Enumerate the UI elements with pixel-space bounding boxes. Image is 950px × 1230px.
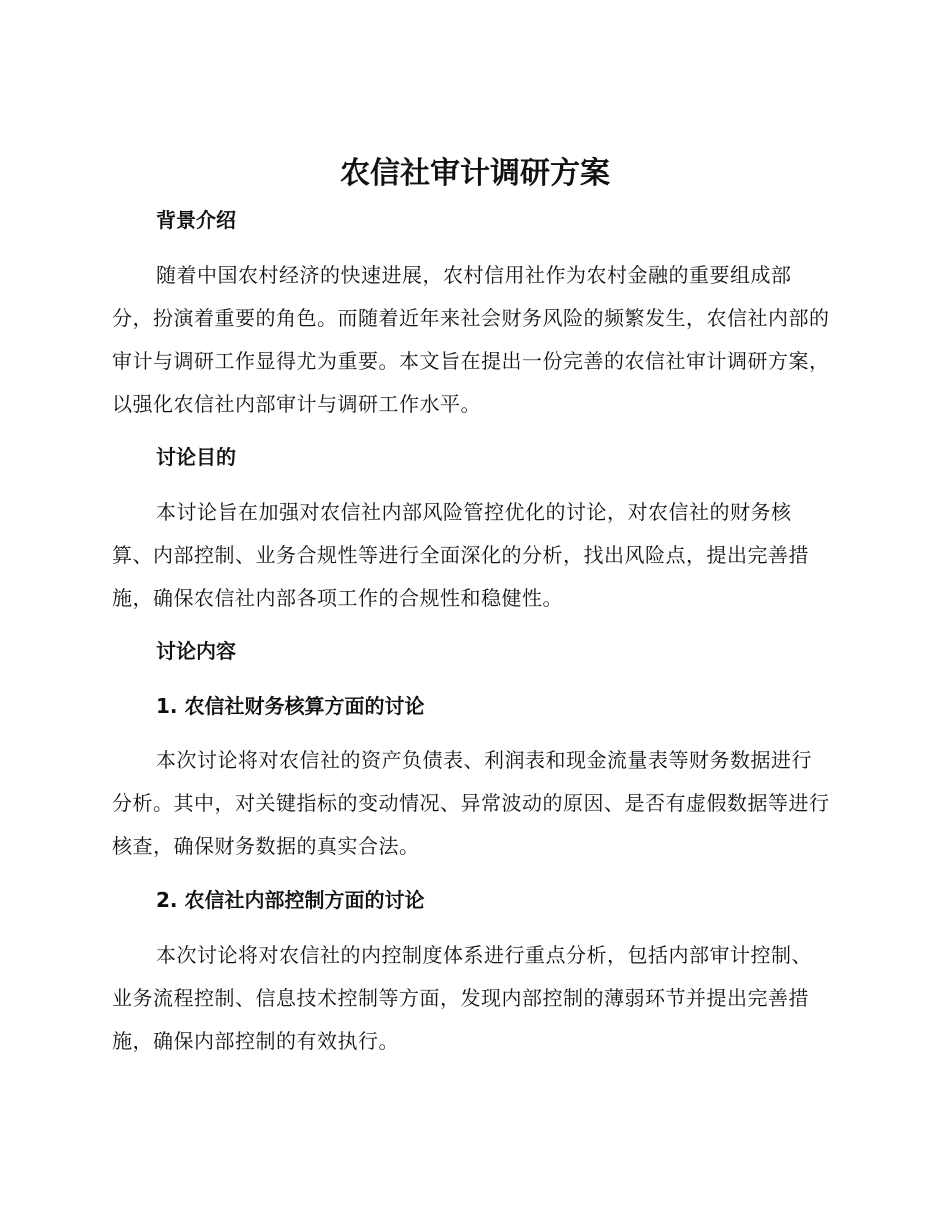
section-paragraph-background: 随着中国农村经济的快速进展，农村信用社作为农村金融的重要组成部分，扮演着重要的角色。而随着近年来社会财务风险的频繁发生，农信社内部的审计与调研工作显得尤为重要。本文旨在提出一份完善的农信社审计调研方案，以强化农信社内部审计与调研工作水平。 xyxy=(112,263,830,416)
subsection-heading-internal-control: 2. 农信社内部控制方面的讨论 xyxy=(156,888,425,912)
section-heading-content: 讨论内容 xyxy=(156,639,236,663)
section-heading-purpose: 讨论目的 xyxy=(156,445,236,469)
subsection-paragraph-financial: 本次讨论将对农信社的资产负债表、利润表和现金流量表等财务数据进行分析。其中，对关键指标的变动情况、异常波动的原因、是否有虚假数据等进行核查，确保财务数据的真实合法。 xyxy=(112,748,830,858)
section-heading-background: 背景介绍 xyxy=(156,208,236,232)
subsection-paragraph-internal-control: 本次讨论将对农信社的内控制度体系进行重点分析，包括内部审计控制、业务流程控制、信息技术控制等方面，发现内部控制的薄弱环节并提出完善措施，确保内部控制的有效执行。 xyxy=(112,943,812,1053)
section-paragraph-purpose: 本讨论旨在加强对农信社内部风险管控优化的讨论，对农信社的财务核算、内部控制、业务合规性等进行全面深化的分析，找出风险点，提出完善措施，确保农信社内部各项工作的合规性和稳健性。 xyxy=(112,500,809,610)
document-title: 农信社审计调研方案 xyxy=(340,156,610,191)
subsection-heading-financial: 1. 农信社财务核算方面的讨论 xyxy=(156,694,425,718)
